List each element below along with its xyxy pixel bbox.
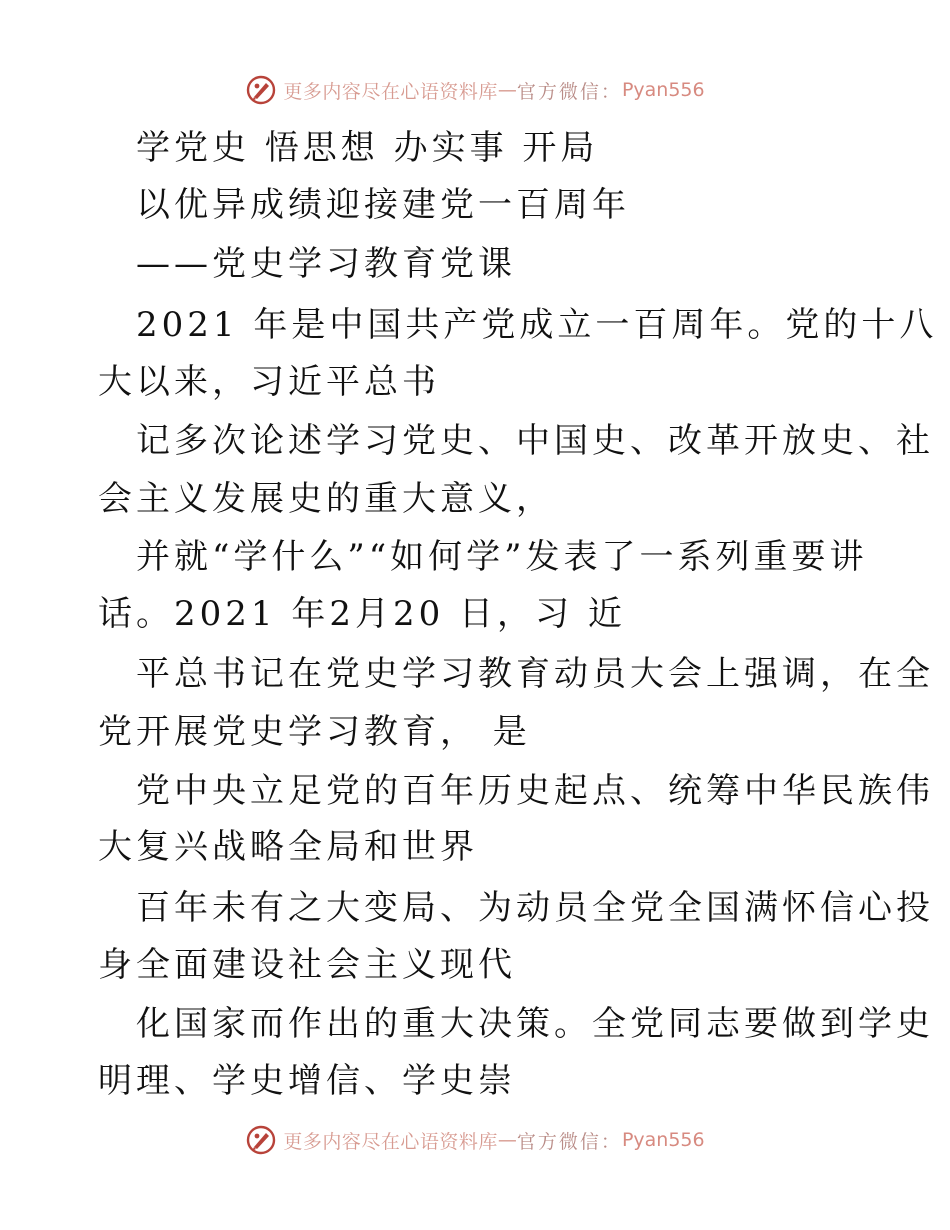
text-line: 大以来，习近平总书 xyxy=(98,362,440,402)
title-line-1: 学党史 悟思想 办实事 开局 xyxy=(136,128,599,168)
watermark-dash: — xyxy=(497,79,517,101)
subtitle-line: ——党史学习教育党课 xyxy=(136,244,516,284)
watermark-dash: — xyxy=(497,1129,517,1151)
text-line: 并就“学什么”“如何学”发表了一系列重要讲 xyxy=(136,537,868,577)
watermark-id: Pyan556 xyxy=(621,1129,705,1151)
text-line: 平总书记在党史学习教育动员大会上强调，在全 xyxy=(136,654,934,694)
text-line: 大复兴战略全局和世界 xyxy=(98,827,478,867)
watermark-footer xyxy=(0,1120,950,1160)
watermark-label: 官方微信： xyxy=(516,80,622,103)
text-line: 化国家而作出的重大决策。全党同志要做到学史 xyxy=(136,1004,934,1044)
text-line: 百年未有之大变局、为动员全党全国满怀信心投 xyxy=(136,888,934,928)
text-line: 2021 年是中国共产党成立一百周年。党的十八 xyxy=(136,305,938,345)
text-line: 记多次论述学习党史、中国史、改革开放史、社 xyxy=(136,421,934,461)
watermark-label: 官方微信： xyxy=(516,1130,622,1153)
watermark-text: 更多内容尽在心语资料库 xyxy=(283,1130,498,1153)
text-line: 身全面建设社会主义现代 xyxy=(98,945,516,985)
text-line: 明理、学史增信、学史崇 xyxy=(98,1061,516,1101)
text-line: 话。2021 年2月20 日，习 近 xyxy=(98,594,626,634)
title-line-2: 以优异成绩迎接建党一百周年 xyxy=(136,185,630,225)
pen-logo-icon xyxy=(245,1124,277,1156)
watermark-id: Pyan556 xyxy=(621,79,705,101)
text-line: 党中央立足党的百年历史起点、统筹中华民族伟 xyxy=(136,771,934,811)
text-line: 会主义发展史的重大意义， xyxy=(98,479,554,519)
watermark-text: 更多内容尽在心语资料库 xyxy=(283,80,498,103)
text-line: 党开展党史学习教育， 是 xyxy=(98,712,531,752)
